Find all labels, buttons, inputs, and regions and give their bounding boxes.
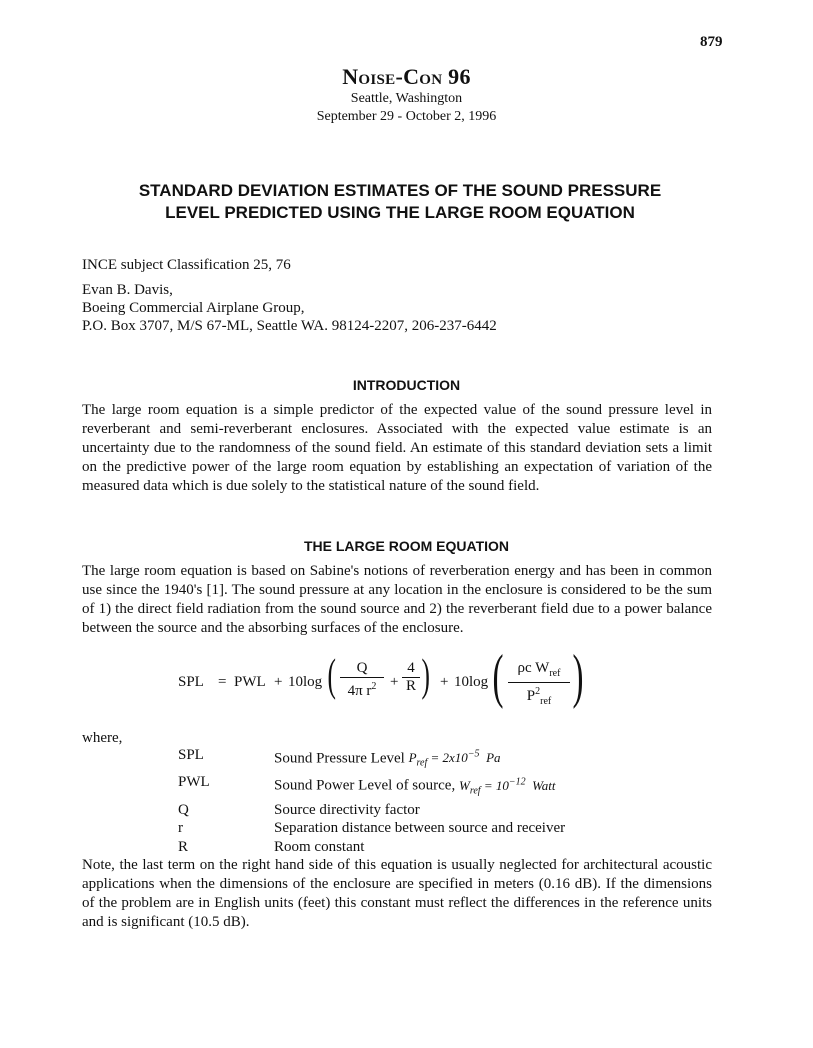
def-symbol: SPL (178, 747, 204, 763)
eq-paren-open1: ( (327, 649, 336, 700)
eq-plus1: + (274, 674, 283, 690)
def-desc: Source directivity factor (274, 801, 420, 818)
eq-paren-close1: ) (421, 649, 430, 700)
where-label: where, (82, 730, 123, 746)
author-name: Evan B. Davis, (82, 282, 173, 298)
eq-frac1-num: Q (340, 660, 384, 678)
author-block (82, 281, 497, 335)
lre-heading: THE LARGE ROOM EQUATION (303, 538, 510, 554)
note-paragraph: Note, the last term on the right hand side of this equation is usually neglected for architectural acoustic applications when the dimensions of the enclosure are specified in meters (0.16 dB). If the dimensions of the problem are in English units (feet) this constant must reflect the differences in the reference units and is significant (10.5 dB). (82, 857, 712, 930)
def-symbol: R (178, 838, 189, 855)
large-room-equation (178, 643, 598, 716)
paper-title-line1: STANDARD DEVIATION ESTIMATES OF THE SOUND PRESSURE (138, 181, 662, 200)
eq-frac2 (402, 660, 420, 695)
author-affiliation: Boeing Commercial Airplane Group, (82, 300, 305, 316)
eq-frac1 (340, 660, 384, 700)
definition-row (178, 838, 565, 857)
conference-location: Seattle, Washington (350, 91, 463, 106)
definition-row (178, 773, 565, 800)
eq-frac3 (508, 660, 570, 710)
page-number: 879 (700, 34, 723, 50)
intro-heading: INTRODUCTION (352, 377, 461, 393)
conference-title: Noise-Con 96 (342, 64, 471, 89)
def-desc: Room constant (274, 838, 365, 855)
eq-plus-inner: + (390, 674, 399, 690)
eq-pwl: PWL (234, 674, 266, 690)
eq-log1: 10log (288, 674, 323, 690)
eq-frac3-num: ρc $W_{ref}$ (508, 660, 570, 683)
def-desc: Sound Pressure Level $P_{ref} = 2x10^{-5}$ Pa (274, 749, 501, 769)
def-desc: Separation distance between source and receiver (274, 820, 566, 837)
conference-header (0, 64, 813, 126)
definition-row (178, 801, 565, 820)
definitions-list (178, 746, 565, 856)
lre-paragraph: The large room equation is based on Sabine's notions of reverberation energy and has been in common use since the 1940's [1]. The sound pressure at any location in the enclosure is considered to be the sum of 1) the direct field radiation from the sound source and 2) the reverberant field due to a power balance between the source and the absorbing surfaces of the enclosure. (82, 563, 712, 636)
eq-log2: 10log (454, 674, 489, 690)
eq-frac2-den: R (405, 678, 416, 694)
author-address: P.O. Box 3707, M/S 67-ML, Seattle WA. 98124-2207, 206-237-6442 (82, 318, 497, 334)
definition-row (178, 819, 565, 838)
paper-title (90, 180, 710, 224)
eq-spl: SPL (178, 674, 204, 690)
def-symbol: Q (178, 801, 189, 818)
conference-dates: September 29 - October 2, 1996 (316, 109, 497, 124)
eq-frac3-den: $P^2_{ref}$ (526, 686, 552, 707)
eq-frac2-num: 4 (402, 660, 420, 678)
paper-title-line2: LEVEL PREDICTED USING THE LARGE ROOM EQUATION (165, 203, 635, 222)
def-desc: Sound Power Level of source, $W_{ref} = 10^{-12}$ Watt (274, 776, 556, 797)
eq-paren-close2: ) (572, 643, 584, 709)
def-symbol: PWL (178, 774, 210, 791)
intro-paragraph: The large room equation is a simple predictor of the expected value of the sound pressure level in reverberant and semi-reverberant enclosures. Associated with the expected value estimate is an uncertainty due to the randomness of the sound field. An estimate of this standard deviation sets a limit on the predictive power of the large room equation by establishing an expectation of variation of the measured data which is due solely to the statistical nature of the sound field. (82, 402, 712, 494)
eq-plus2: + (440, 674, 449, 690)
classification: INCE subject Classification 25, 76 (82, 257, 291, 273)
def-symbol: r (178, 820, 183, 837)
eq-equals: = (218, 674, 227, 690)
definition-row (178, 746, 565, 773)
eq-frac1-den: 4π $r^2$ (347, 681, 377, 699)
eq-paren-open2: ( (492, 643, 504, 709)
